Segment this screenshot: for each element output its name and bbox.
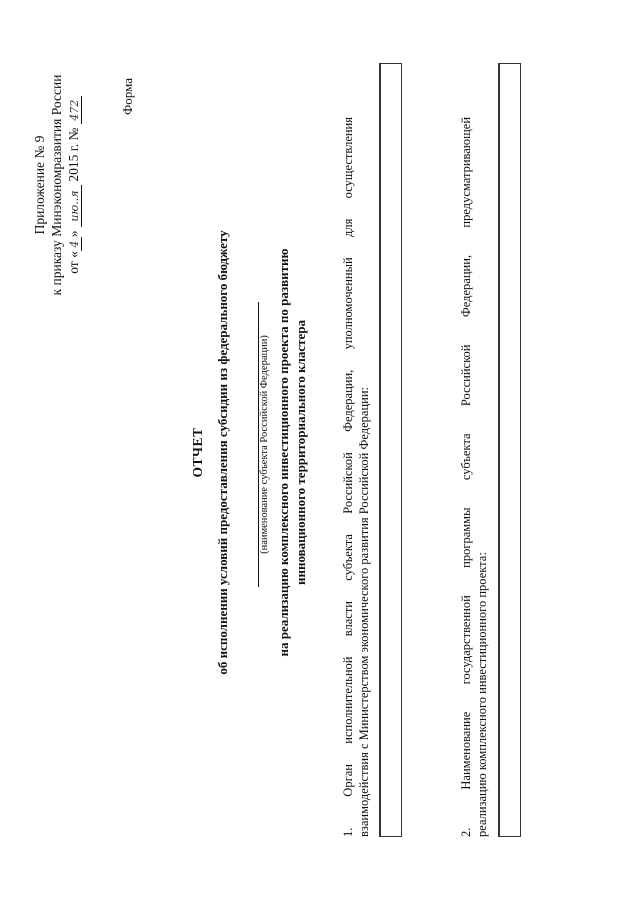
answer-box-1[interactable]	[379, 63, 402, 837]
item-text-line-2: взаимодействия с Министерством экономического развития Российской Федерации:	[357, 386, 371, 837]
appendix-header	[31, 55, 82, 315]
appendix-number: Приложение № 9	[32, 135, 47, 235]
item-text-line-1: Наименование государственной программы субъекта Российской Федерации, предусматривающей	[459, 116, 473, 790]
project-title-line-2: инновационного территориального кластера	[293, 319, 308, 586]
item-text-line-2: реализацию комплексного инвестиционного проекта:	[475, 552, 489, 837]
item-text-line-1: Орган исполнительной власти субъекта Российской Федерации, уполномоченный для осуществления	[341, 117, 355, 797]
form-label: Форма	[120, 78, 135, 115]
project-title-line-1: на реализацию комплексного инвестиционного проекта по развитию	[276, 248, 291, 657]
appendix-order: к приказу Минэкономразвития России	[49, 74, 64, 296]
item-1	[340, 117, 372, 837]
handwritten-day: 4	[68, 237, 82, 251]
item-number: 1.	[341, 827, 355, 837]
report-title: ОТЧЕТ	[190, 427, 205, 478]
report-subtitle: об исполнении условий предоставления субсидии из федерального бюджету	[215, 230, 230, 675]
project-title	[275, 0, 309, 905]
answer-box-2[interactable]	[498, 63, 521, 837]
item-2	[458, 117, 490, 837]
handwritten-order-number: 472	[68, 96, 82, 124]
region-caption: (наименование субъекта Российской Федерации)	[259, 335, 270, 554]
handwritten-month: ию..я	[68, 185, 82, 227]
appendix-date: от «4» ию..я 2015 г. № 472	[65, 55, 82, 315]
item-number: 2.	[459, 827, 473, 837]
